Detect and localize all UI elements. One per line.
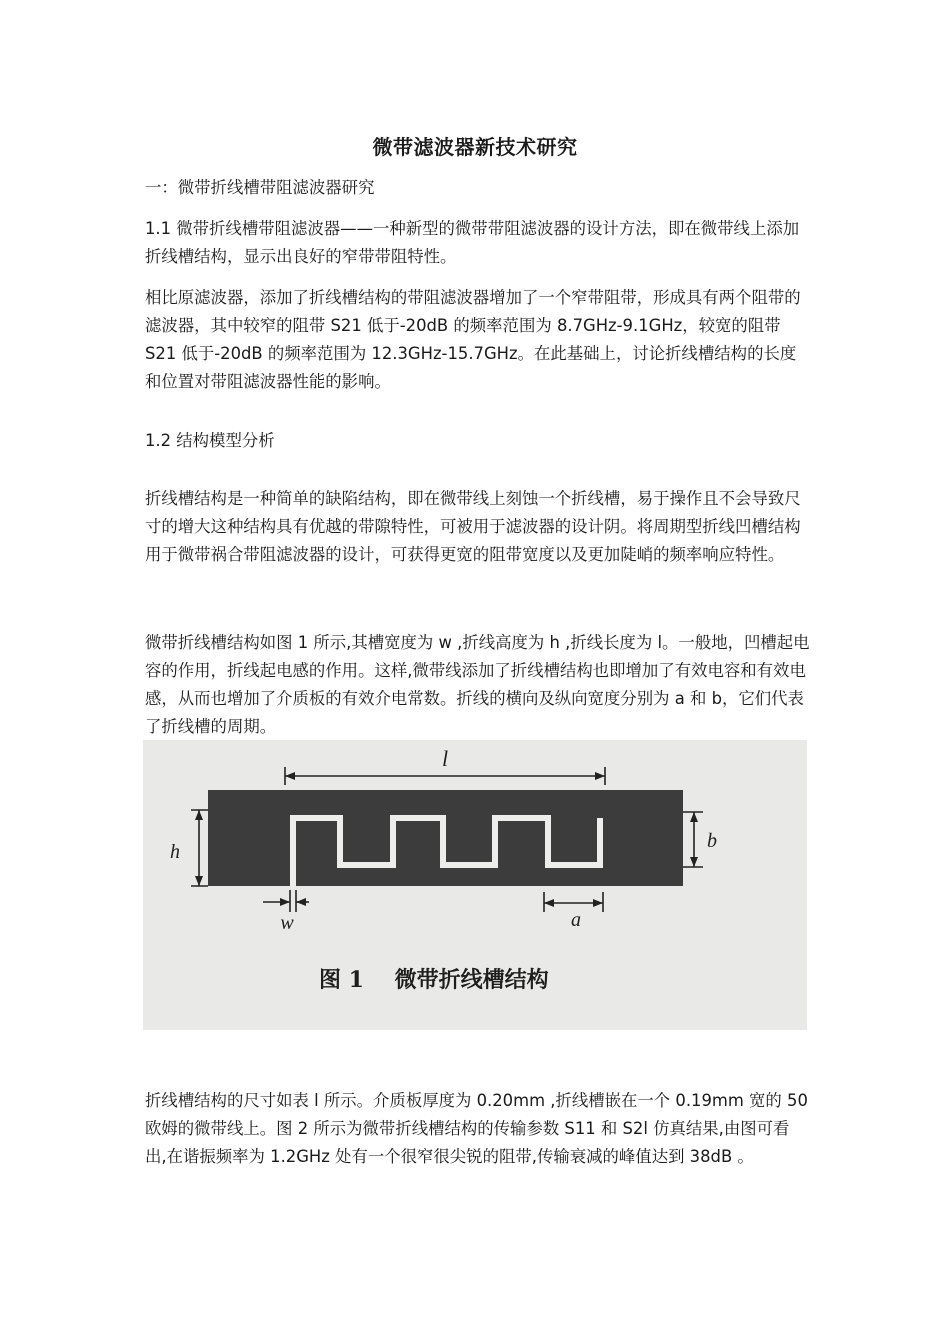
label-l: l [441,746,449,771]
paragraph-dimensions: 折线槽结构的尺寸如表 l 所示。介质板厚度为 0.20mm ,折线槽嵌在一个 0.19mm 宽的 50 欧姆的微带线上。图 2 所示为微带折线槽结构的传输参数 S11 和 S2l 仿真结果,由图可看出,在谐振频率为 1.2GHz 处有一个很窄很尖锐的阻带,传输衰减的峰值达到 38dB 。 [145,1091,808,1166]
section-heading: 一：微带折线槽带阻滤波器研究 [145,178,375,197]
figure-1 [143,740,807,1030]
label-a: a [571,909,581,931]
meander-slot-diagram [143,740,807,1030]
dimension-b [683,812,703,867]
label-b: b [707,830,717,852]
figure-caption: 图 1 微带折线槽结构 [319,967,549,993]
document-title: 微带滤波器新技术研究 [372,135,578,159]
paragraph-comparison: 相比原滤波器，添加了折线槽结构的带阻滤波器增加了一个窄带阻带，形成具有两个阻带的滤波器，其中较窄的阻带 S21 低于-20dB 的频率范围为 8.7GHz-9.1GHz，较宽的阻带 S21 低于-20dB 的频率范围为 12.3GHz-15.7GHz。在此基础上，讨论折线槽结构的长度和位置对带阻滤波器性能的影响。 [145,288,801,391]
dimension-w [263,890,309,912]
paragraph-structure: 折线槽结构是一种简单的缺陷结构，即在微带线上刻蚀一个折线槽，易于操作且不会导致尺寸的增大这种结构具有优越的带隙特性，可被用于滤波器的设计阴。将周期型折线凹槽结构用于微带祸合带阻滤波器的设计，可获得更宽的阻带宽度以及更加陡峭的频率响应特性。 [145,489,801,564]
label-h: h [170,841,180,863]
label-w: w [280,912,294,934]
dimension-h [191,810,208,886]
paragraph-figure-description: 微带折线槽结构如图 1 所示,其槽宽度为 w ,折线高度为 h ,折线长度为 l。一般地，凹槽起电容的作用，折线起电感的作用。这样,微带线添加了折线槽结构也即增加了有效电容和有效电感，从而也增加了介质板的有效介电常数。折线的横向及纵向宽度分别为 a 和 b，它们代表了折线槽的周期。 [145,633,810,736]
heading-1-2: 1.2 结构模型分析 [145,431,275,450]
paragraph-1-1: 1.1 微带折线槽带阻滤波器——一种新型的微带带阻滤波器的设计方法，即在微带线上添加折线槽结构，显示出良好的窄带带阻特性。 [145,219,800,266]
